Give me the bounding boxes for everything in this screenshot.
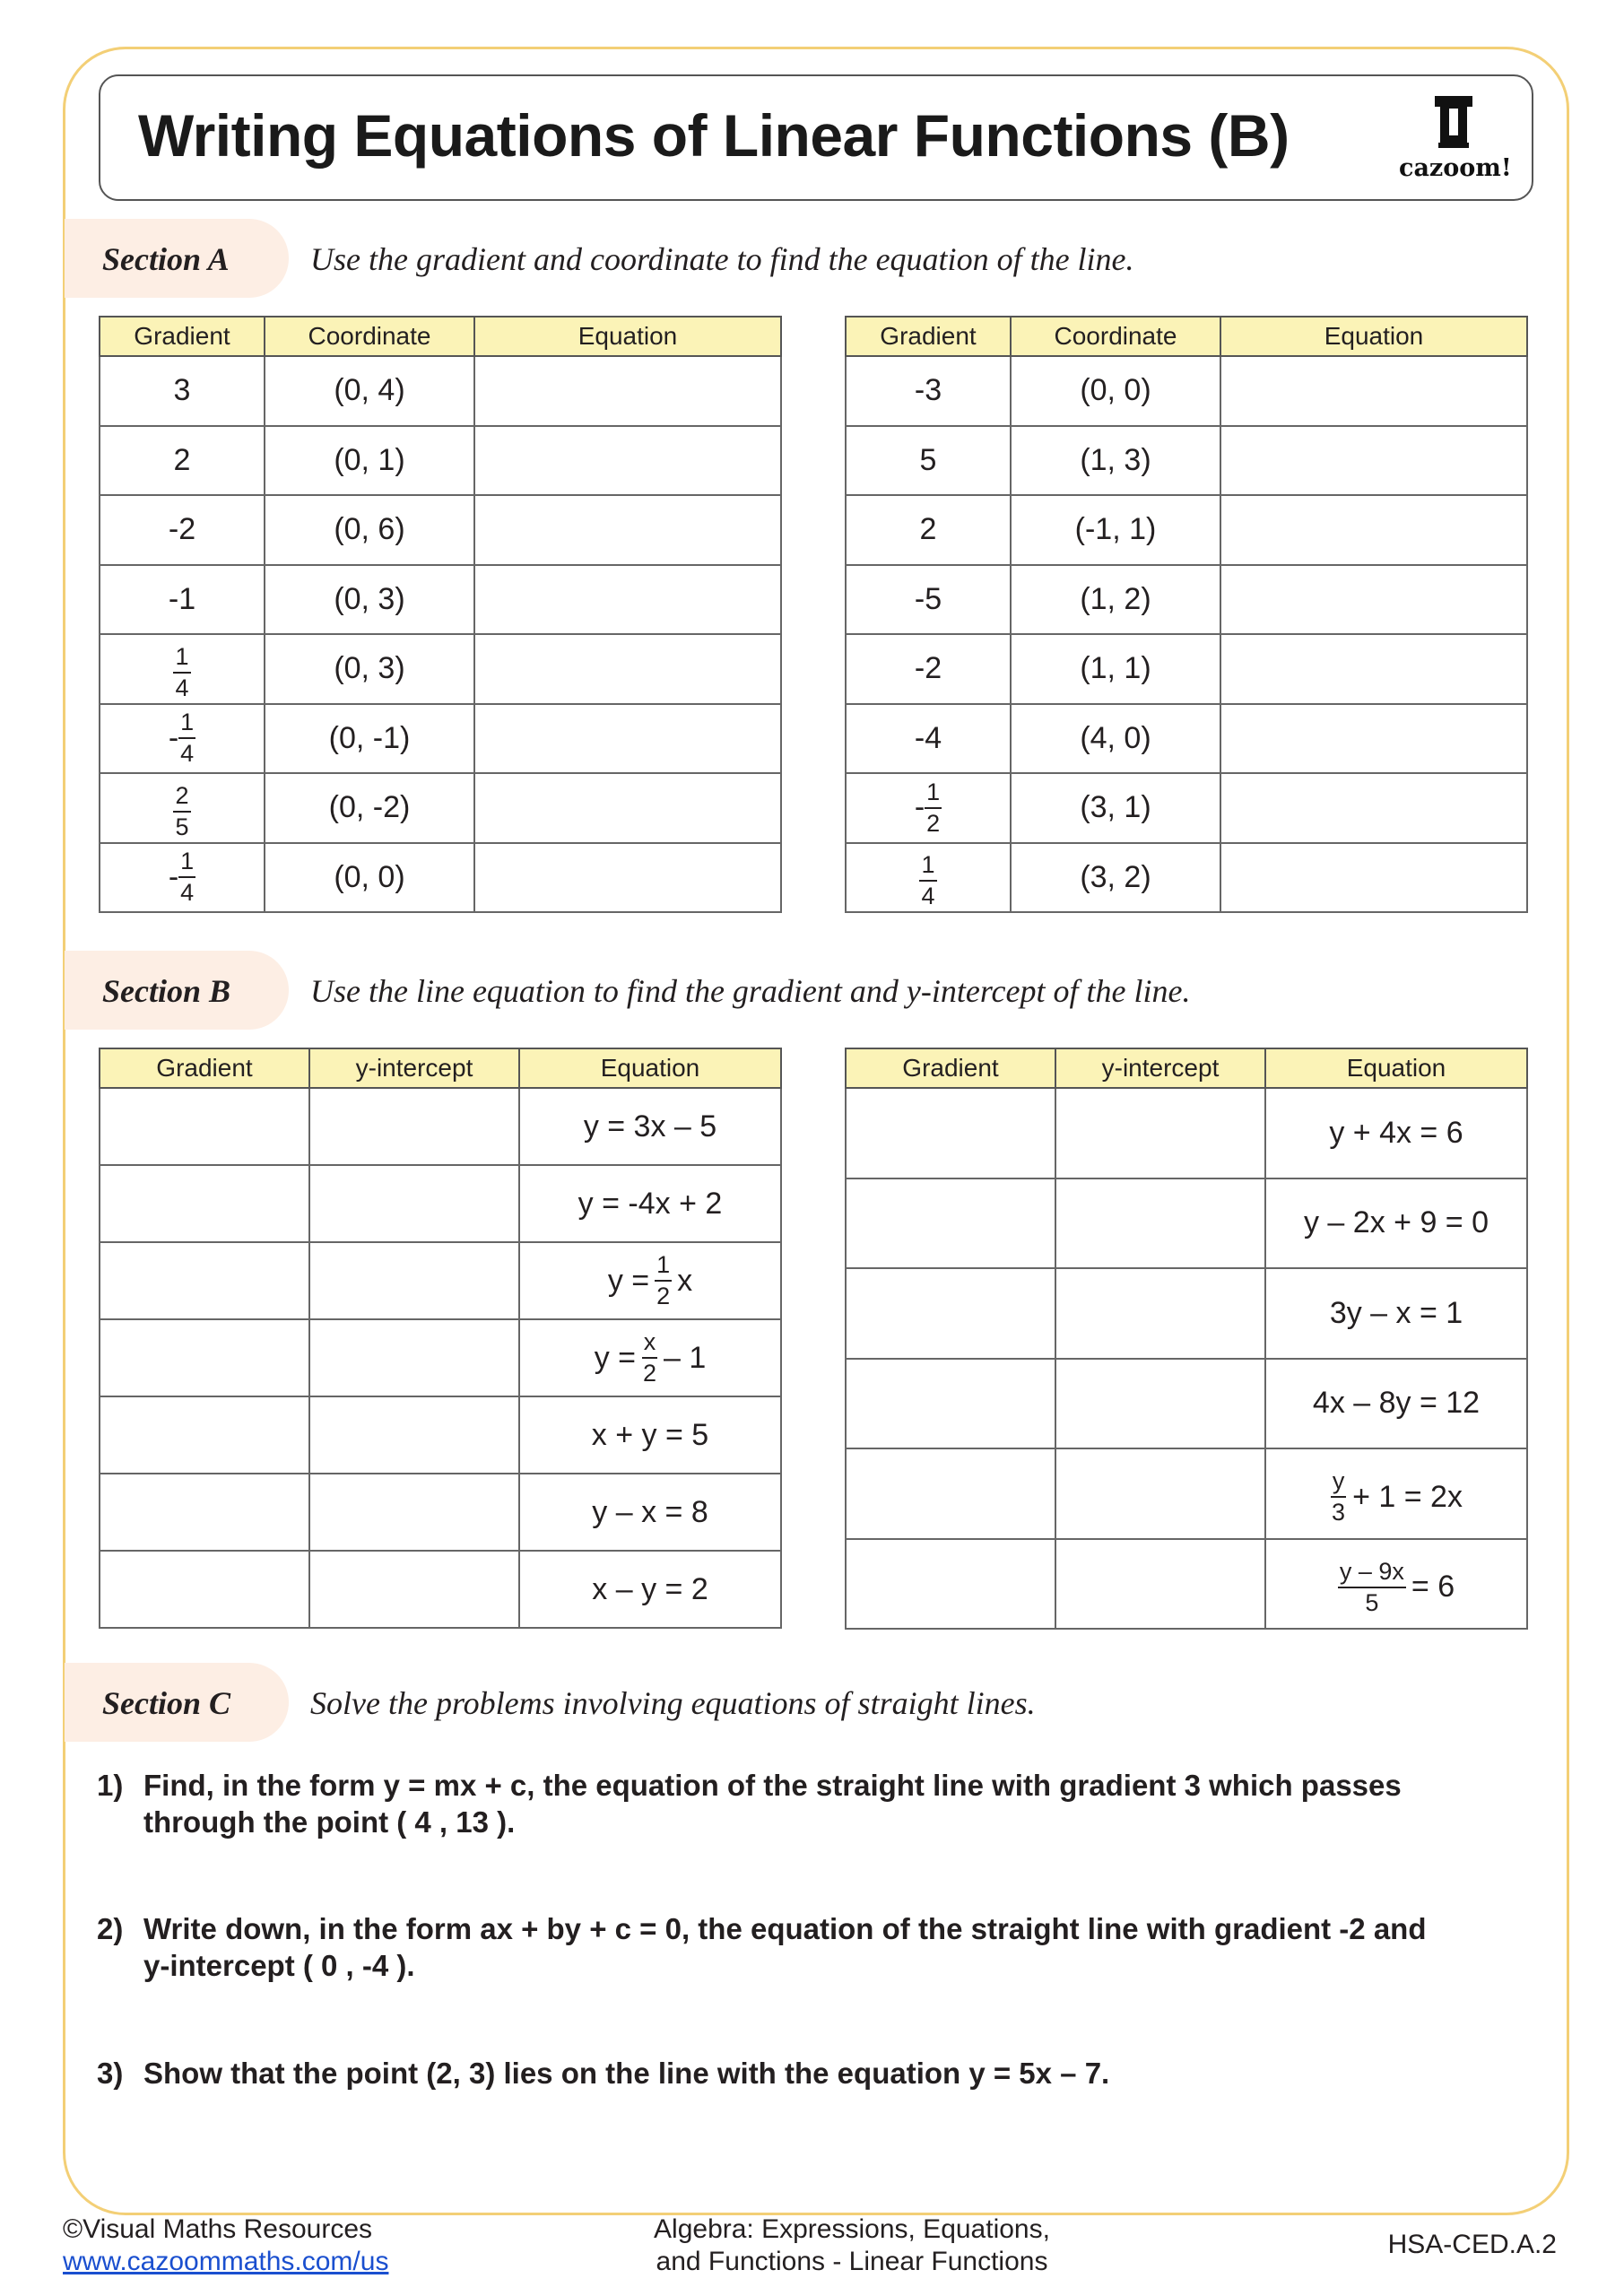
coordinate-cell: (0, 1) — [265, 426, 474, 496]
question-number: 1) — [97, 1769, 124, 1802]
gradient-cell: 3 — [100, 356, 265, 426]
gradient-answer-cell[interactable] — [100, 1396, 309, 1474]
equation-answer-cell[interactable] — [474, 843, 781, 913]
coordinate-cell: (1, 3) — [1011, 426, 1220, 496]
section-c-label: Section C — [102, 1685, 231, 1721]
fraction — [655, 1253, 672, 1309]
table-row — [846, 1178, 1527, 1269]
table-row — [100, 426, 781, 496]
table-row — [846, 634, 1527, 704]
fraction-denominator: 4 — [921, 883, 935, 910]
equation-cell: x – y = 2 — [519, 1551, 781, 1628]
header-gradient: Gradient — [100, 1048, 309, 1088]
table-row — [846, 1268, 1527, 1359]
equation-answer-cell[interactable] — [1220, 426, 1527, 496]
gradient-answer-cell[interactable] — [846, 1268, 1055, 1359]
fraction-denominator: 5 — [1365, 1588, 1379, 1616]
equation-suffix: – 1 — [664, 1340, 707, 1375]
coordinate-cell: (0, 0) — [1011, 356, 1220, 426]
gradient-value — [173, 642, 190, 701]
footer-standard: HSA-CED.A.2 — [1387, 2230, 1557, 2259]
gradient-answer-cell[interactable] — [846, 1178, 1055, 1269]
fraction — [641, 1330, 658, 1386]
equation-cell: 3y – x = 1 — [1265, 1268, 1527, 1359]
equation-value — [595, 1330, 707, 1386]
table-row — [100, 1551, 781, 1628]
gradient-answer-cell[interactable] — [100, 1474, 309, 1551]
coordinate-cell: (1, 1) — [1011, 634, 1220, 704]
table-row — [100, 565, 781, 635]
gradient-cell: -2 — [100, 495, 265, 565]
fraction-numerator: 1 — [178, 849, 195, 878]
equation-answer-cell[interactable] — [474, 773, 781, 843]
gradient-cell: -2 — [846, 634, 1011, 704]
table-row — [846, 1359, 1527, 1449]
y-intercept-answer-cell[interactable] — [1055, 1359, 1265, 1449]
gradient-cell — [846, 773, 1011, 843]
fraction-denominator: 4 — [175, 674, 189, 701]
gradient-cell: -4 — [846, 704, 1011, 774]
fraction-numerator: 1 — [925, 780, 942, 809]
coordinate-cell: (0, 3) — [265, 634, 474, 704]
coordinate-cell: (3, 1) — [1011, 773, 1220, 843]
gradient-cell — [100, 843, 265, 913]
fraction — [178, 710, 195, 766]
gradient-answer-cell[interactable] — [100, 1242, 309, 1319]
equation-cell: y – 2x + 9 = 0 — [1265, 1178, 1527, 1269]
fraction-denominator: 3 — [1332, 1499, 1346, 1526]
fraction-numerator: 1 — [178, 710, 195, 739]
header-equation: Equation — [519, 1048, 781, 1088]
fraction — [925, 780, 942, 836]
y-intercept-answer-cell[interactable] — [1055, 1448, 1265, 1539]
cazoom-logo-icon — [1399, 92, 1507, 159]
equation-prefix: y = — [594, 1340, 636, 1375]
header-y-intercept: y-intercept — [1055, 1048, 1265, 1088]
fraction — [178, 849, 195, 905]
fraction-numerator: 1 — [655, 1253, 672, 1282]
negative-sign: - — [168, 859, 179, 894]
footer-topic-line: Algebra: Expressions, Equations, — [654, 2214, 1050, 2244]
question-2 — [97, 1910, 1496, 1984]
table-row — [100, 495, 781, 565]
table-row — [100, 1396, 781, 1474]
table-row — [100, 1242, 781, 1319]
equation-answer-cell[interactable] — [474, 634, 781, 704]
header-gradient: Gradient — [846, 1048, 1055, 1088]
header-equation: Equation — [474, 317, 781, 356]
header-gradient: Gradient — [846, 317, 1011, 356]
section-b-table-right — [845, 1048, 1528, 1630]
table-row — [100, 1088, 781, 1165]
fraction-numerator: x — [642, 1330, 658, 1359]
section-c-instruction: Solve the problems involving equations of straight lines. — [310, 1685, 1036, 1721]
question-text-line: Write down, in the form ax + by + c = 0, the equation of the straight line with gradient -2 and — [143, 1912, 1427, 1945]
equation-cell: 4x – 8y = 12 — [1265, 1359, 1527, 1449]
question-text-line: Find, in the form y = mx + c, the equation of the straight line with gradient 3 which passes — [143, 1769, 1402, 1802]
footer-topic-line: and Functions - Linear Functions — [656, 2247, 1048, 2276]
section-b-tab — [65, 951, 289, 1030]
coordinate-cell: (0, -2) — [265, 773, 474, 843]
gradient-value — [173, 781, 190, 840]
gradient-value — [169, 849, 195, 905]
fraction-numerator: 1 — [919, 853, 936, 882]
question-number: 2) — [97, 1912, 124, 1945]
table-row — [100, 1165, 781, 1242]
fraction-denominator: 2 — [926, 809, 941, 837]
gradient-answer-cell[interactable] — [846, 1539, 1055, 1630]
y-intercept-answer-cell[interactable] — [1055, 1268, 1265, 1359]
footer-copyright: ©Visual Maths Resources — [63, 2214, 373, 2244]
fraction-denominator: 5 — [175, 813, 189, 840]
equation-prefix: y = — [607, 1263, 650, 1298]
y-intercept-answer-cell[interactable] — [1055, 1539, 1265, 1630]
equation-cell — [519, 1319, 781, 1396]
coordinate-cell: (0, 3) — [265, 565, 474, 635]
fraction — [173, 642, 190, 701]
equation-value — [1338, 1557, 1455, 1616]
gradient-cell — [100, 634, 265, 704]
page-title: Writing Equations of Linear Functions (B) — [138, 102, 1290, 169]
gradient-cell — [100, 704, 265, 774]
header-y-intercept: y-intercept — [309, 1048, 519, 1088]
coordinate-cell: (4, 0) — [1011, 704, 1220, 774]
gradient-answer-cell[interactable] — [846, 1088, 1055, 1178]
section-a-instruction: Use the gradient and coordinate to find the equation of the line. — [310, 241, 1134, 277]
fraction — [173, 781, 190, 840]
fraction-numerator: 2 — [173, 784, 190, 813]
equation-value — [1330, 1469, 1463, 1525]
gradient-answer-cell[interactable] — [100, 1165, 309, 1242]
section-b-label: Section B — [102, 973, 231, 1009]
y-intercept-answer-cell[interactable] — [309, 1165, 519, 1242]
fraction-numerator: y – 9x — [1338, 1560, 1406, 1588]
negative-sign: - — [168, 720, 179, 755]
section-a-table-left — [99, 316, 782, 913]
section-b-instruction: Use the line equation to find the gradient and y-intercept of the line. — [310, 973, 1191, 1009]
coordinate-cell: (0, 0) — [265, 843, 474, 913]
section-a-tab — [65, 219, 289, 298]
equation-suffix: x — [677, 1263, 693, 1298]
gradient-answer-cell[interactable] — [100, 1551, 309, 1628]
table-row — [846, 495, 1527, 565]
header-equation: Equation — [1220, 317, 1527, 356]
equation-answer-cell[interactable] — [1220, 356, 1527, 426]
question-number: 3) — [97, 2057, 124, 2090]
equation-suffix: + 1 = 2x — [1352, 1479, 1463, 1514]
gradient-cell: -3 — [846, 356, 1011, 426]
fraction — [1330, 1469, 1347, 1525]
y-intercept-answer-cell[interactable] — [1055, 1178, 1265, 1269]
coordinate-cell: (-1, 1) — [1011, 495, 1220, 565]
section-b-table-left — [99, 1048, 782, 1629]
fraction-numerator: 1 — [173, 645, 190, 674]
fraction — [1338, 1557, 1406, 1616]
gradient-cell: 2 — [100, 426, 265, 496]
coordinate-cell: (0, 6) — [265, 495, 474, 565]
coordinate-cell: (0, -1) — [265, 704, 474, 774]
table-row — [100, 634, 781, 704]
gradient-cell — [846, 843, 1011, 913]
equation-cell: x + y = 5 — [519, 1396, 781, 1474]
equation-answer-cell[interactable] — [474, 565, 781, 635]
table-row — [100, 843, 781, 913]
table-row — [100, 773, 781, 843]
footer-copyright-block — [63, 2213, 388, 2278]
equation-cell: y = 3x – 5 — [519, 1088, 781, 1165]
fraction-denominator: 2 — [643, 1360, 657, 1387]
y-intercept-answer-cell[interactable] — [309, 1396, 519, 1474]
fraction-denominator: 4 — [180, 740, 195, 768]
question-text-line: Show that the point (2, 3) lies on the line with the equation y = 5x – 7. — [143, 2057, 1110, 2090]
table-row — [846, 426, 1527, 496]
table-row — [846, 843, 1527, 913]
section-a-label: Section A — [102, 241, 230, 277]
table-row — [846, 1448, 1527, 1539]
table-row — [846, 565, 1527, 635]
coordinate-cell: (1, 2) — [1011, 565, 1220, 635]
question-text-line: y-intercept ( 0 , -4 ). — [143, 1949, 415, 1982]
equation-answer-cell[interactable] — [1220, 773, 1527, 843]
table-row — [100, 704, 781, 774]
gradient-answer-cell[interactable] — [846, 1359, 1055, 1449]
equation-answer-cell[interactable] — [474, 356, 781, 426]
gradient-answer-cell[interactable] — [100, 1319, 309, 1396]
y-intercept-answer-cell[interactable] — [309, 1088, 519, 1165]
gradient-cell: 5 — [846, 426, 1011, 496]
equation-cell: y + 4x = 6 — [1265, 1088, 1527, 1178]
title-box — [99, 74, 1533, 201]
footer-url-link[interactable]: www.cazoommaths.com/us — [63, 2247, 389, 2276]
fraction-denominator: 4 — [180, 879, 195, 907]
header-coordinate: Coordinate — [265, 317, 474, 356]
table-row — [846, 773, 1527, 843]
gradient-value — [919, 853, 936, 909]
gradient-cell: -5 — [846, 565, 1011, 635]
table-row — [846, 704, 1527, 774]
table-row — [100, 1319, 781, 1396]
gradient-cell: 2 — [846, 495, 1011, 565]
equation-answer-cell[interactable] — [1220, 843, 1527, 913]
equation-answer-cell[interactable] — [474, 704, 781, 774]
gradient-value — [915, 780, 942, 836]
section-c-tab — [65, 1663, 289, 1742]
gradient-answer-cell[interactable] — [100, 1088, 309, 1165]
y-intercept-answer-cell[interactable] — [309, 1474, 519, 1551]
gradient-cell — [100, 773, 265, 843]
equation-cell: y = -4x + 2 — [519, 1165, 781, 1242]
header-equation: Equation — [1265, 1048, 1527, 1088]
equation-answer-cell[interactable] — [1220, 634, 1527, 704]
y-intercept-answer-cell[interactable] — [309, 1242, 519, 1319]
coordinate-cell: (3, 2) — [1011, 843, 1220, 913]
footer-topic — [628, 2213, 1076, 2278]
y-intercept-answer-cell[interactable] — [309, 1319, 519, 1396]
gradient-value — [169, 710, 195, 766]
cazoom-logo — [1399, 92, 1512, 182]
question-1 — [97, 1767, 1496, 1840]
fraction-numerator: y — [1331, 1469, 1347, 1498]
equation-cell — [1265, 1539, 1527, 1630]
logo-text: cazoom! — [1399, 154, 1512, 182]
equation-suffix: = 6 — [1411, 1570, 1455, 1605]
header-coordinate: Coordinate — [1011, 317, 1220, 356]
gradient-answer-cell[interactable] — [846, 1448, 1055, 1539]
table-row — [846, 1539, 1527, 1630]
equation-answer-cell[interactable] — [1220, 495, 1527, 565]
header-gradient: Gradient — [100, 317, 265, 356]
equation-answer-cell[interactable] — [474, 426, 781, 496]
coordinate-cell: (0, 4) — [265, 356, 474, 426]
equation-cell: y – x = 8 — [519, 1474, 781, 1551]
table-row — [846, 1088, 1527, 1178]
equation-answer-cell[interactable] — [474, 495, 781, 565]
table-row — [846, 356, 1527, 426]
equation-cell — [1265, 1448, 1527, 1539]
table-row — [100, 1474, 781, 1551]
section-a-table-right — [845, 316, 1528, 913]
fraction — [919, 853, 936, 909]
y-intercept-answer-cell[interactable] — [309, 1551, 519, 1628]
fraction-denominator: 2 — [656, 1283, 671, 1309]
question-3 — [97, 2055, 1496, 2092]
equation-cell — [519, 1242, 781, 1319]
negative-sign: - — [914, 790, 925, 825]
equation-answer-cell[interactable] — [1220, 565, 1527, 635]
table-row — [100, 356, 781, 426]
equation-answer-cell[interactable] — [1220, 704, 1527, 774]
y-intercept-answer-cell[interactable] — [1055, 1088, 1265, 1178]
equation-value — [608, 1253, 692, 1309]
question-text-line: through the point ( 4 , 13 ). — [143, 1805, 516, 1839]
gradient-cell: -1 — [100, 565, 265, 635]
